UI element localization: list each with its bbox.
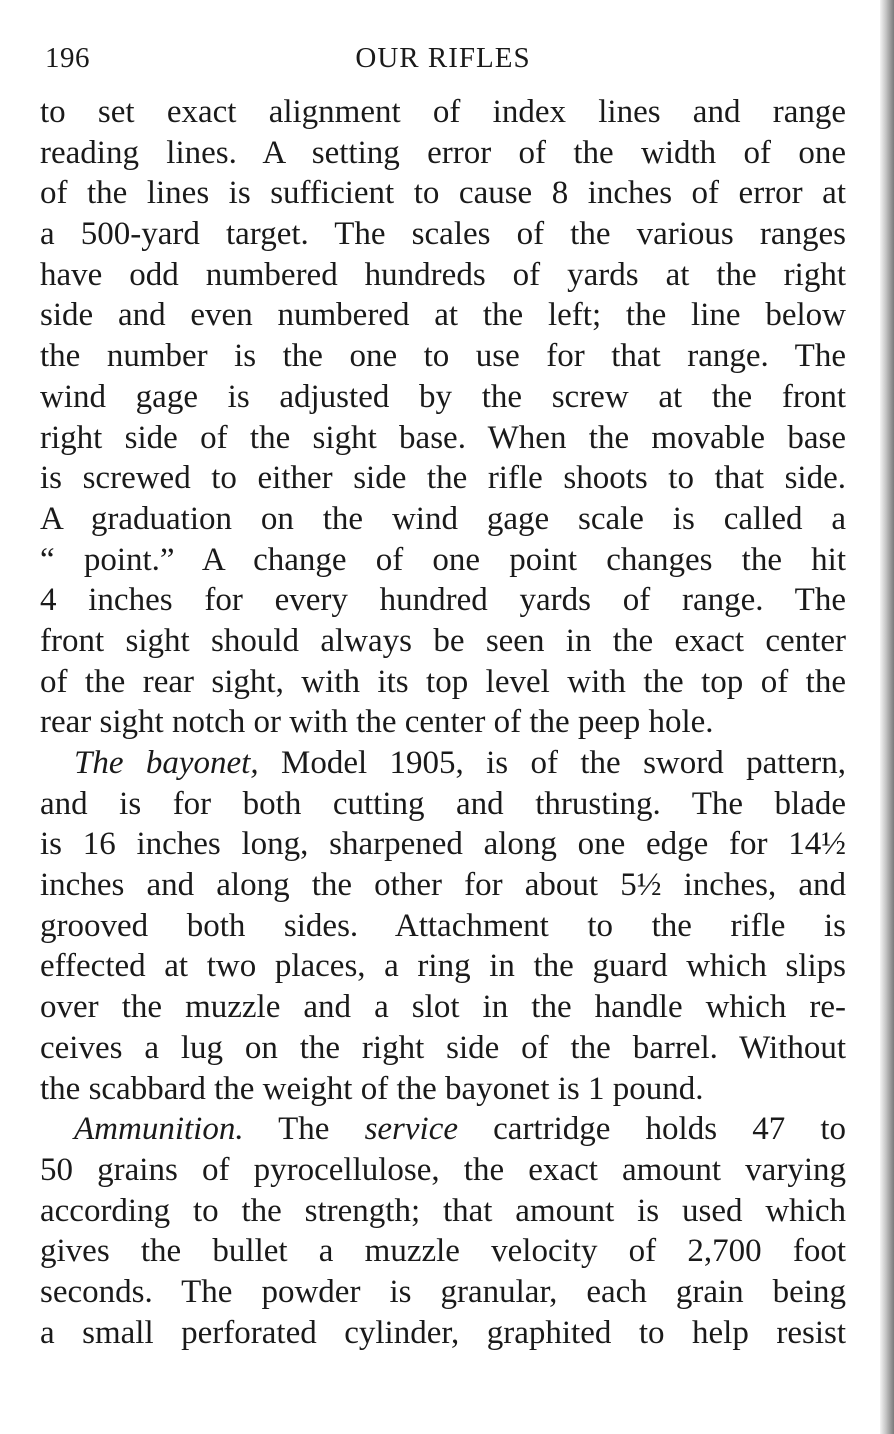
text-line: effected at two places, a ring in the guard which slips xyxy=(40,948,846,985)
text-line: according to the strength; that amount is used which xyxy=(40,1192,846,1229)
italic-lead: The bayonet, xyxy=(74,745,259,781)
page-number: 196 xyxy=(45,42,90,74)
paragraph-sights xyxy=(40,92,846,743)
text-line: 4 inches for every hundred yards of range. The xyxy=(40,582,846,619)
text-line: and is for both cutting and thrusting. The blade xyxy=(40,785,846,822)
text-line: is screwed to either side the rifle shoots to that side. xyxy=(40,460,846,497)
italic-lead: Ammunition. xyxy=(74,1111,244,1148)
italic-word: service xyxy=(364,1111,459,1148)
text-line: reading lines. A setting error of the width of one xyxy=(40,134,846,171)
text-line: of the rear sight, with its top level with the top of the xyxy=(40,663,846,700)
text-line: have odd numbered hundreds of yards at the right xyxy=(40,256,846,293)
page-edge-shadow xyxy=(880,0,894,1434)
text-line: is 16 inches long, sharpened along one edge for 14½ xyxy=(40,826,846,863)
text-line xyxy=(40,743,846,784)
paragraph-bayonet xyxy=(40,743,846,1109)
text-line: a small perforated cylinder, graphited to help resist xyxy=(40,1314,846,1351)
text-line: over the muzzle and a slot in the handle which re- xyxy=(40,989,846,1026)
body-text xyxy=(40,92,846,1353)
text-line: “ point.” A change of one point changes the hit xyxy=(40,541,846,578)
text-line xyxy=(40,1109,846,1150)
text-line: gives the bullet a muzzle velocity of 2,700 foot xyxy=(40,1233,846,1270)
line-text: The xyxy=(243,1111,365,1148)
running-head: OUR RIFLES xyxy=(355,42,531,74)
text-line: a 500-yard target. The scales of the various ranges xyxy=(40,216,846,253)
line-text: Model 1905, is of the sword pattern, xyxy=(258,745,846,781)
text-line: ceives a lug on the right side of the barrel. Without xyxy=(40,1029,846,1066)
text-line: side and even numbered at the left; the line below xyxy=(40,297,846,334)
text-line: right side of the sight base. When the movable base xyxy=(40,419,846,456)
text-line: the scabbard the weight of the bayonet is 1 pound. xyxy=(40,1070,704,1107)
line-text: cartridge holds 47 to xyxy=(458,1111,846,1148)
text-line: of the lines is sufficient to cause 8 inches of error at xyxy=(40,175,846,212)
text-line: the number is the one to use for that range. The xyxy=(40,338,846,375)
text-line: wind gage is adjusted by the screw at the front xyxy=(40,378,846,415)
text-line: front sight should always be seen in the exact center xyxy=(40,622,846,659)
text-line: grooved both sides. Attachment to the rifle is xyxy=(40,907,846,944)
text-line: rear sight notch or with the center of the peep hole. xyxy=(40,704,714,741)
text-line: seconds. The powder is granular, each grain being xyxy=(40,1273,846,1310)
paragraph-ammunition xyxy=(40,1109,846,1353)
text-line: to set exact alignment of index lines and range xyxy=(40,94,846,130)
text-line: A graduation on the wind gage scale is called a xyxy=(40,500,846,537)
text-line: inches and along the other for about 5½ inches, and xyxy=(40,867,846,904)
page-header xyxy=(40,0,846,92)
text-line: 50 grains of pyrocellulose, the exact amount varying xyxy=(40,1151,846,1188)
